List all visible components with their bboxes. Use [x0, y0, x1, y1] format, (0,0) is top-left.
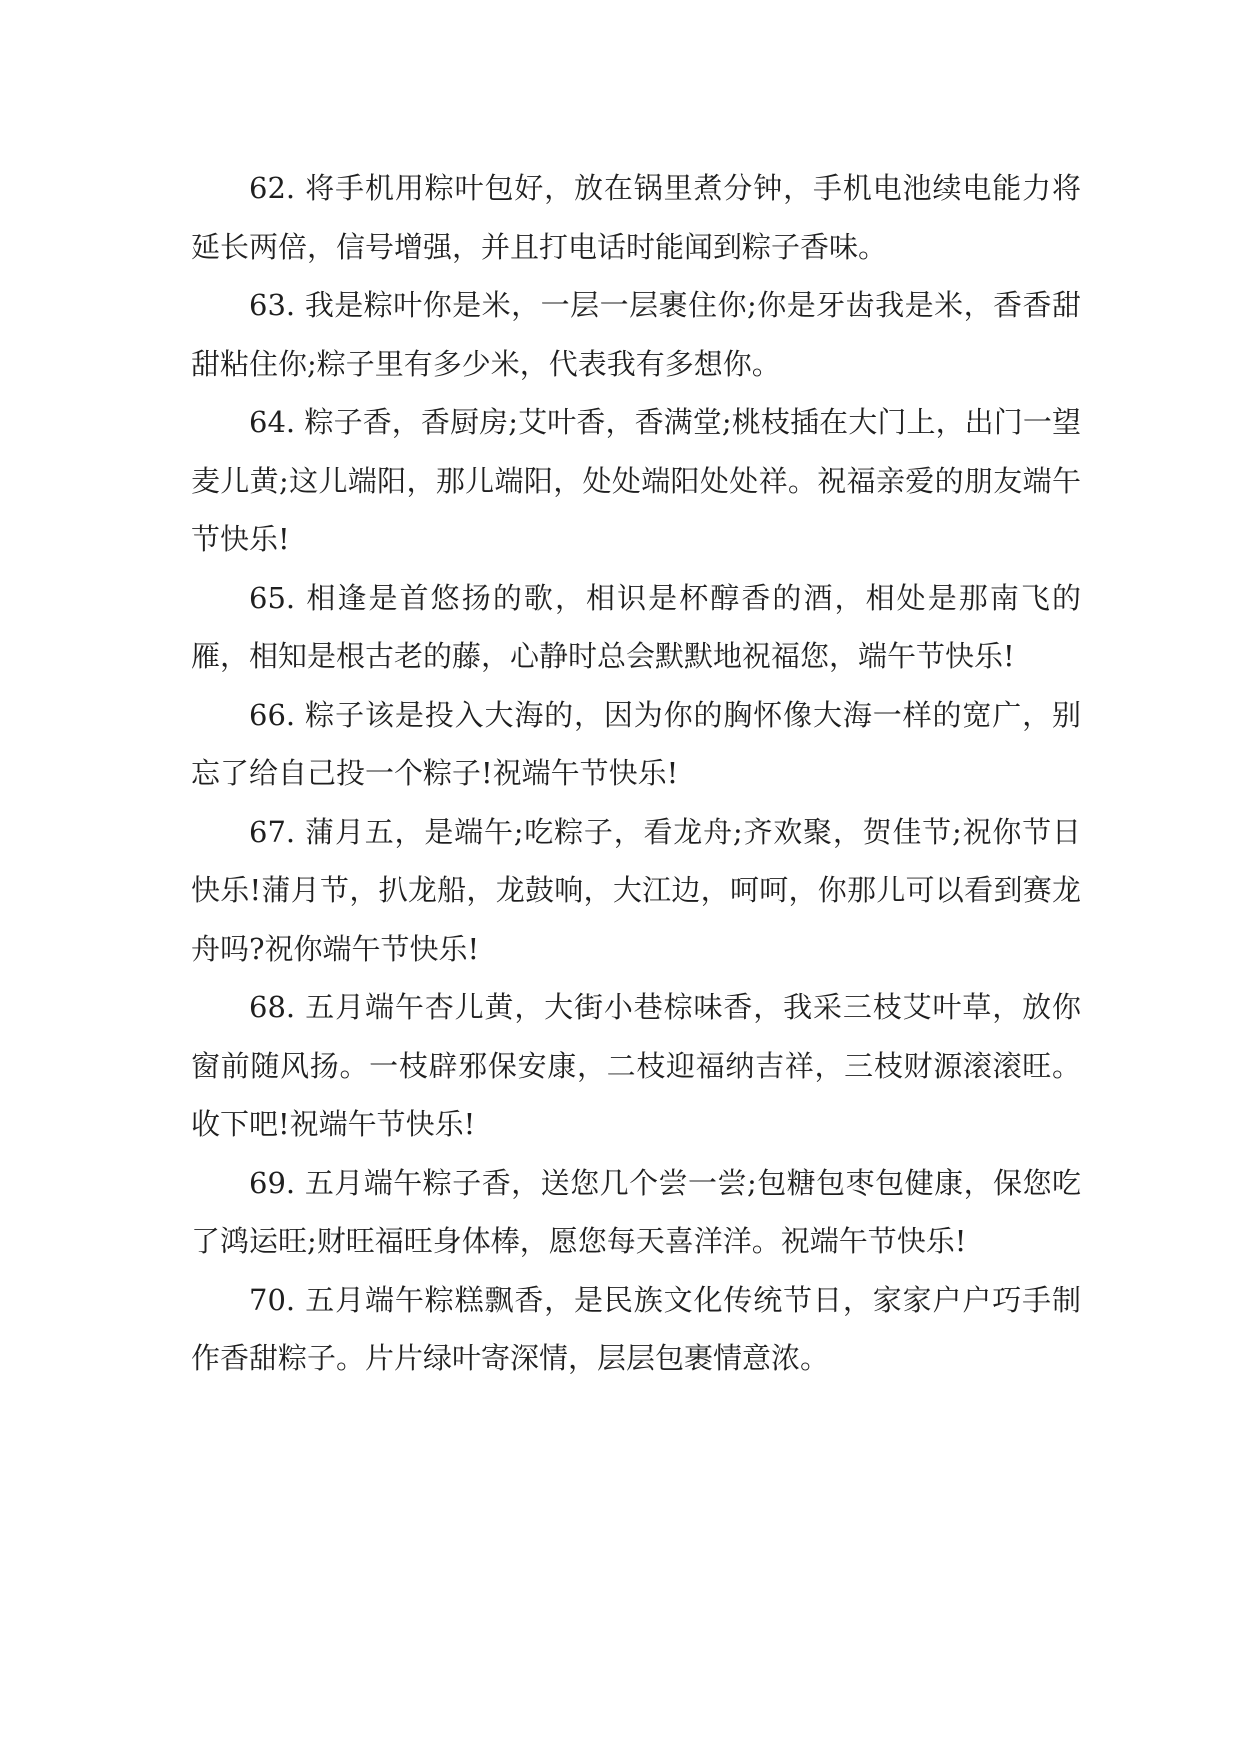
paragraph-number: 67.	[249, 814, 296, 849]
paragraph-69	[191, 1154, 1081, 1271]
paragraph-text: 五月端午粽子香，送您几个尝一尝;包糖包枣包健康，保您吃了鸿运旺;财旺福旺身体棒，愿您每天喜洋洋。祝端午节快乐!	[191, 1165, 1081, 1258]
paragraph-text: 粽子该是投入大海的，因为你的胸怀像大海一样的宽广，别忘了给自己投一个粽子!祝端午节快乐!	[191, 697, 1081, 790]
paragraph-70	[191, 1271, 1081, 1388]
paragraph-67	[191, 803, 1081, 979]
paragraph-65	[191, 569, 1081, 686]
paragraph-text: 粽子香，香厨房;艾叶香，香满堂;桃枝插在大门上，出门一望麦儿黄;这儿端阳，那儿端阳，处处端阳处处祥。祝福亲爱的朋友端午节快乐!	[191, 405, 1082, 556]
paragraph-text: 我是粽叶你是米，一层一层裹住你;你是牙齿我是米，香香甜甜粘住你;粽子里有多少米，代表我有多想你。	[191, 288, 1081, 381]
paragraph-64	[191, 393, 1081, 569]
paragraph-number: 66.	[249, 697, 296, 732]
paragraph-text: 五月端午粽糕飘香，是民族文化传统节日，家家户户巧手制作香甜粽子。片片绿叶寄深情，层层包裹情意浓。	[191, 1282, 1081, 1375]
paragraph-number: 68.	[249, 990, 296, 1024]
paragraph-number: 70.	[249, 1282, 296, 1317]
paragraph-text: 五月端午杏儿黄，大街小巷棕味香，我采三枝艾叶草，放你窗前随风扬。一枝辟邪保安康，二枝迎福纳吉祥，三枝财源滚滚旺。收下吧!祝端午节快乐!	[191, 990, 1081, 1141]
paragraph-number: 64.	[249, 405, 296, 439]
paragraph-text: 蒲月五，是端午;吃粽子，看龙舟;齐欢聚，贺佳节;祝你节日快乐!蒲月节，扒龙船，龙鼓响，大江边，呵呵，你那儿可以看到赛龙舟吗?祝你端午节快乐!	[191, 814, 1081, 966]
paragraph-number: 65.	[249, 580, 296, 615]
paragraph-68	[191, 978, 1081, 1154]
paragraph-number: 62.	[249, 171, 296, 205]
paragraph-62	[191, 159, 1081, 276]
paragraph-text: 相逢是首悠扬的歌，相识是杯醇香的酒，相处是那南飞的雁，相知是根古老的藤，心静时总会默默地祝福您，端午节快乐!	[191, 580, 1081, 673]
document-body	[191, 159, 1081, 1388]
paragraph-63	[191, 276, 1081, 393]
paragraph-number: 69.	[249, 1165, 296, 1200]
paragraph-66	[191, 686, 1081, 803]
paragraph-text: 将手机用粽叶包好，放在锅里煮分钟，手机电池续电能力将延长两倍，信号增强，并且打电话时能闻到粽子香味。	[191, 171, 1081, 264]
paragraph-number: 63.	[249, 288, 296, 322]
